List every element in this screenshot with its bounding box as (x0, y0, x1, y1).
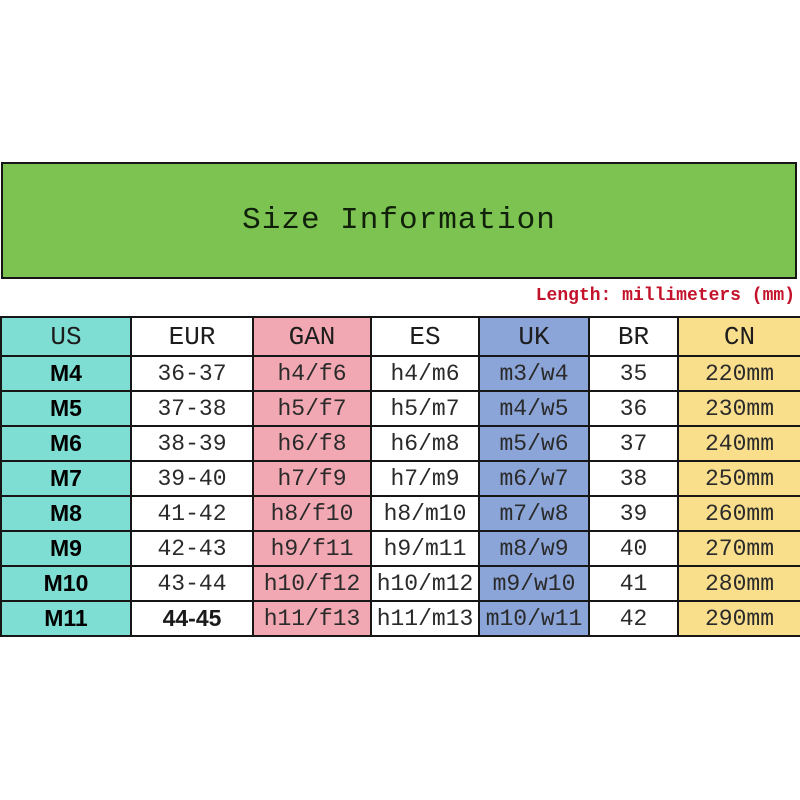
us-size-cell: M6 (1, 426, 131, 461)
size-cell: 39 (589, 496, 678, 531)
size-cell: h4/f6 (253, 356, 371, 391)
size-cell: 280mm (678, 566, 800, 601)
us-size-cell: M4 (1, 356, 131, 391)
size-cell: 270mm (678, 531, 800, 566)
table-row (1, 356, 800, 391)
table-row (1, 566, 800, 601)
size-cell: 42-43 (131, 531, 253, 566)
size-cell: 36 (589, 391, 678, 426)
size-cell: m10/w11 (479, 601, 589, 636)
size-cell: m7/w8 (479, 496, 589, 531)
size-cell: h7/f9 (253, 461, 371, 496)
size-cell: h4/m6 (371, 356, 479, 391)
size-cell: h9/m11 (371, 531, 479, 566)
size-cell: 230mm (678, 391, 800, 426)
size-cell: 37 (589, 426, 678, 461)
banner (1, 162, 797, 279)
table-row (1, 601, 800, 636)
size-cell: h11/f13 (253, 601, 371, 636)
size-cell: m8/w9 (479, 531, 589, 566)
us-size-cell: M8 (1, 496, 131, 531)
length-unit-note: Length: millimeters (mm) (535, 286, 795, 306)
size-cell: 290mm (678, 601, 800, 636)
table-row (1, 426, 800, 461)
size-cell: 37-38 (131, 391, 253, 426)
page-title: Size Information (242, 203, 556, 238)
header-cell-eur: EUR (131, 317, 253, 356)
size-cell: h9/f11 (253, 531, 371, 566)
size-cell: h6/m8 (371, 426, 479, 461)
size-cell: 38-39 (131, 426, 253, 461)
size-cell: h10/f12 (253, 566, 371, 601)
table-row (1, 391, 800, 426)
size-cell: 39-40 (131, 461, 253, 496)
size-cell: h5/f7 (253, 391, 371, 426)
us-size-cell: M10 (1, 566, 131, 601)
us-size-cell: M5 (1, 391, 131, 426)
size-cell: m3/w4 (479, 356, 589, 391)
size-conversion-table (0, 316, 800, 637)
size-cell: 36-37 (131, 356, 253, 391)
header-cell-uk: UK (479, 317, 589, 356)
us-size-cell: M11 (1, 601, 131, 636)
us-size-cell: M7 (1, 461, 131, 496)
size-cell: 41-42 (131, 496, 253, 531)
size-cell: m9/w10 (479, 566, 589, 601)
table-row (1, 496, 800, 531)
header-row (1, 317, 800, 356)
header-cell-br: BR (589, 317, 678, 356)
size-cell: 250mm (678, 461, 800, 496)
size-cell: m4/w5 (479, 391, 589, 426)
header-cell-gan: GAN (253, 317, 371, 356)
size-cell: 35 (589, 356, 678, 391)
size-cell: 260mm (678, 496, 800, 531)
size-cell: h10/m12 (371, 566, 479, 601)
size-cell: 41 (589, 566, 678, 601)
table-header (1, 317, 800, 356)
size-cell: h6/f8 (253, 426, 371, 461)
size-cell: m5/w6 (479, 426, 589, 461)
size-cell: m6/w7 (479, 461, 589, 496)
header-cell-us: US (1, 317, 131, 356)
table-body (1, 356, 800, 636)
size-cell: 38 (589, 461, 678, 496)
size-cell: 44-45 (131, 601, 253, 636)
size-cell: 240mm (678, 426, 800, 461)
size-cell: 43-44 (131, 566, 253, 601)
size-cell: 220mm (678, 356, 800, 391)
size-cell: h5/m7 (371, 391, 479, 426)
size-cell: 40 (589, 531, 678, 566)
size-cell: h8/f10 (253, 496, 371, 531)
header-cell-es: ES (371, 317, 479, 356)
size-cell: h11/m13 (371, 601, 479, 636)
size-cell: h8/m10 (371, 496, 479, 531)
size-cell: h7/m9 (371, 461, 479, 496)
size-cell: 42 (589, 601, 678, 636)
table-row (1, 531, 800, 566)
table-row (1, 461, 800, 496)
us-size-cell: M9 (1, 531, 131, 566)
header-cell-cn: CN (678, 317, 800, 356)
